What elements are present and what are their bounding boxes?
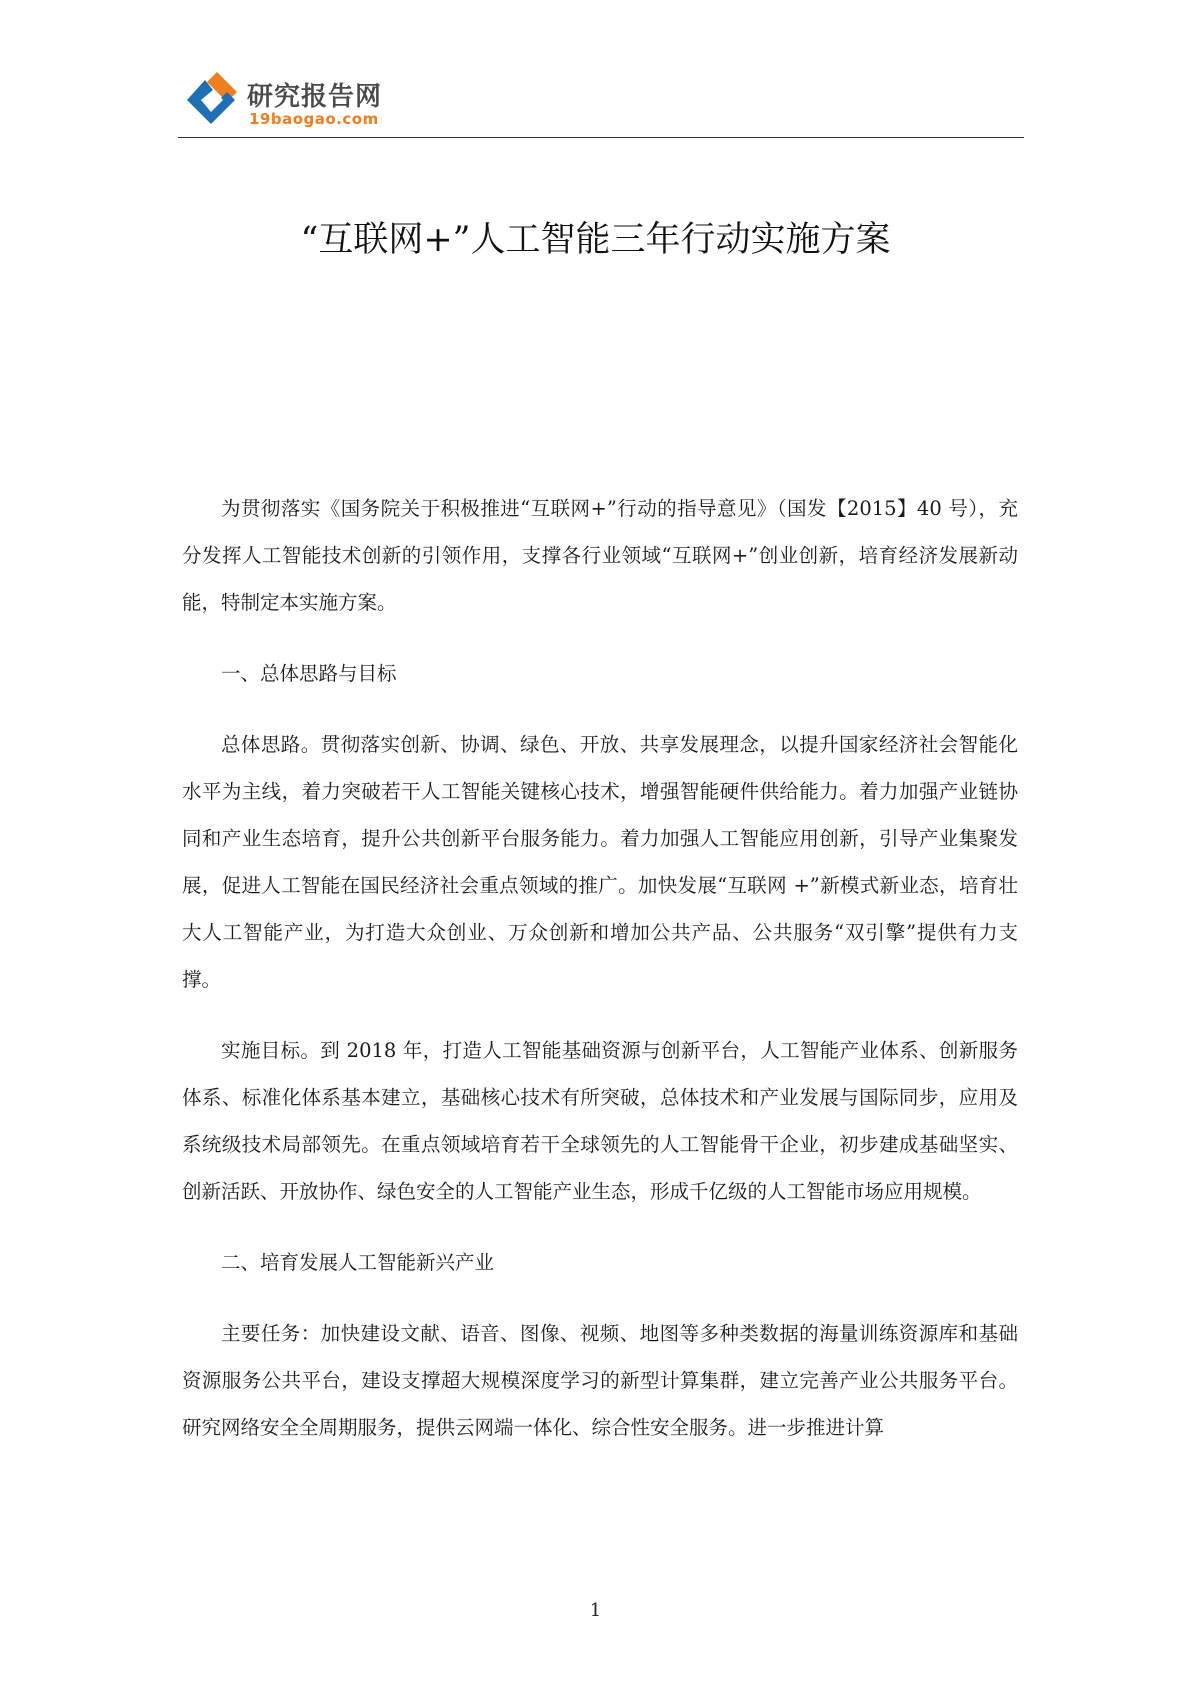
overall-approach-paragraph: 总体思路。贯彻落实创新、协调、绿色、开放、共享发展理念，以提升国家经济社会智能化水平为主线，着力突破若干人工智能关键核心技术，增强智能硬件供给能力。着力加强产业链协同和产业生态培育，提升公共创新平台服务能力。着力加强人工智能应用创新，引导产业集聚发展，促进人工智能在国民经济社会重点领域的推广。加快发展“互联网 +”新模式新业态，培育壮大人工智能产业，为打造大众创业、万众创新和增加公共产品、公共服务“双引擎”提供有力支撑。 — [182, 733, 1018, 991]
header-divider — [178, 137, 1024, 138]
main-tasks-paragraph: 主要任务：加快建设文献、语音、图像、视频、地图等多种类数据的海量训练资源库和基础资源服务公共平台，建设支撑超大规模深度学习的新型计算集群，建立完善产业公共服务平台。研究网络安全全周期服务，提供云网端一体化、综合性安全服务。进一步推进计算 — [182, 1322, 1018, 1439]
implementation-goals-paragraph: 实施目标。到 2018 年，打造人工智能基础资源与创新平台，人工智能产业体系、创新服务体系、标准化体系基本建立，基础核心技术有所突破，总体技术和产业发展与国际同步，应用及系统级技术局部领先。在重点领域培育若干全球领先的人工智能骨干企业，初步建成基础坚实、创新活跃、开放协作、绿色安全的人工智能产业生态，形成千亿级的人工智能市场应用规模。 — [182, 1039, 1018, 1203]
document-title: “互联网+”人工智能三年行动实施方案 — [300, 220, 891, 260]
logo-text-en: 19baogao.com — [249, 110, 379, 128]
page-number: 1 — [589, 1600, 602, 1621]
document-body — [182, 485, 1018, 1475]
section-heading-2: 二、培育发展人工智能新兴产业 — [221, 1251, 495, 1274]
logo-icon — [183, 70, 247, 130]
intro-paragraph: 为贯彻落实《国务院关于积极推进“互联网+”行动的指导意见》（国发【2015】40 号），充分发挥人工智能技术创新的引领作用，支撑各行业领域“互联网+”创业创新，培育经济发展新动能，特制定本实施方案。 — [182, 497, 1018, 614]
section-heading-1: 一、总体思路与目标 — [221, 662, 397, 685]
logo-text-cn: 研究报告网 — [247, 82, 383, 112]
document-header — [183, 62, 1023, 137]
